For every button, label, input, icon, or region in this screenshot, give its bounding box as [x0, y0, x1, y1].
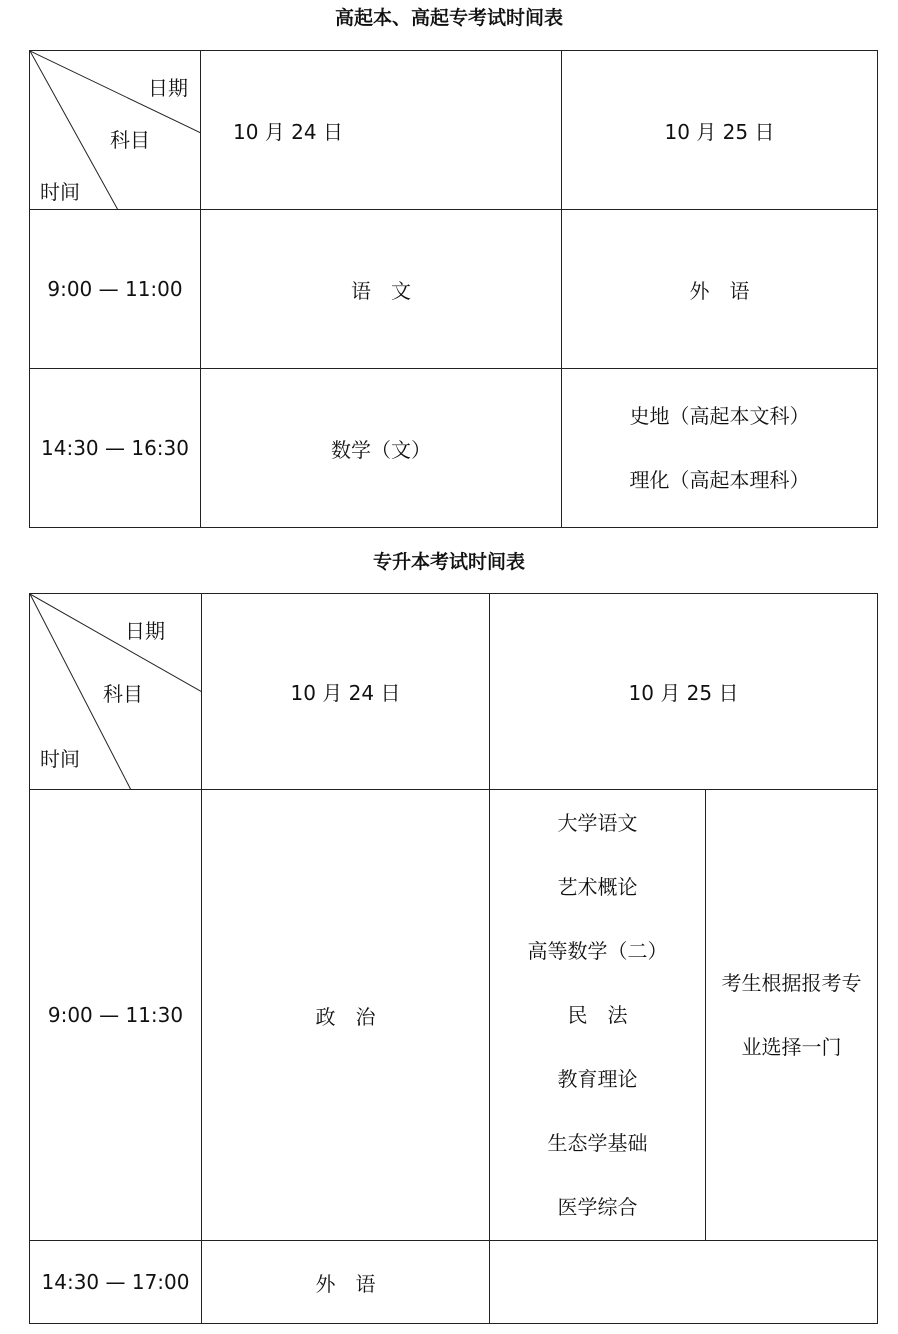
exam-schedule-table-gaoqi: [29, 50, 878, 528]
note-line: 业选择一门: [741, 1035, 842, 1059]
time-slot: 14:30 — 17:00: [30, 1241, 202, 1324]
exam-schedule-table-zhuanshengben: [29, 593, 878, 1324]
date-header-2: 10 月 25 日: [490, 594, 878, 790]
subject-axis-label: 科目: [110, 128, 150, 152]
elective-subject: 生态学基础: [547, 1131, 648, 1155]
elective-subject: 教育理论: [557, 1067, 638, 1091]
elective-subject: 医学综合: [557, 1195, 638, 1219]
date-header-1: 10 月 24 日: [201, 51, 562, 210]
subject-cell-multi: [562, 369, 878, 528]
elective-subject: 大学语文: [557, 811, 638, 835]
elective-note: [706, 790, 878, 1241]
elective-subject-list: [490, 790, 706, 1241]
header-diagonal-cell: [30, 594, 202, 790]
note-line: 考生根据报考专: [721, 971, 862, 995]
time-axis-label: 时间: [40, 180, 80, 204]
exam-schedule-title-gaoqi: 高起本、高起专考试时间表: [334, 7, 563, 29]
subject-line: 理化（高起本理科）: [629, 468, 810, 492]
time-axis-label: 时间: [40, 747, 80, 771]
subject-cell: 语 文: [201, 210, 562, 369]
time-slot: 14:30 — 16:30: [30, 369, 201, 528]
empty-cell: [490, 1241, 878, 1324]
subject-line: 史地（高起本文科）: [629, 403, 810, 428]
subject-cell: 政 治: [202, 790, 490, 1241]
elective-subject: 高等数学（二）: [527, 939, 668, 963]
header-diagonal-cell: [30, 51, 201, 210]
elective-subject: 民 法: [567, 1003, 628, 1027]
subject-cell: 外 语: [202, 1241, 490, 1324]
date-header-1: 10 月 24 日: [202, 594, 490, 790]
subject-cell: 数学（文）: [201, 369, 562, 528]
subject-cell: 外 语: [562, 210, 878, 369]
subject-axis-label: 科目: [103, 682, 143, 706]
exam-schedule-title-zhuanshengben: 专升本考试时间表: [372, 551, 525, 573]
time-slot: 9:00 — 11:30: [30, 790, 202, 1241]
elective-subject: 艺术概论: [557, 875, 638, 899]
date-axis-label: 日期: [125, 619, 165, 643]
date-axis-label: 日期: [148, 76, 188, 100]
time-slot: 9:00 — 11:00: [30, 210, 201, 369]
date-header-2: 10 月 25 日: [562, 51, 878, 210]
